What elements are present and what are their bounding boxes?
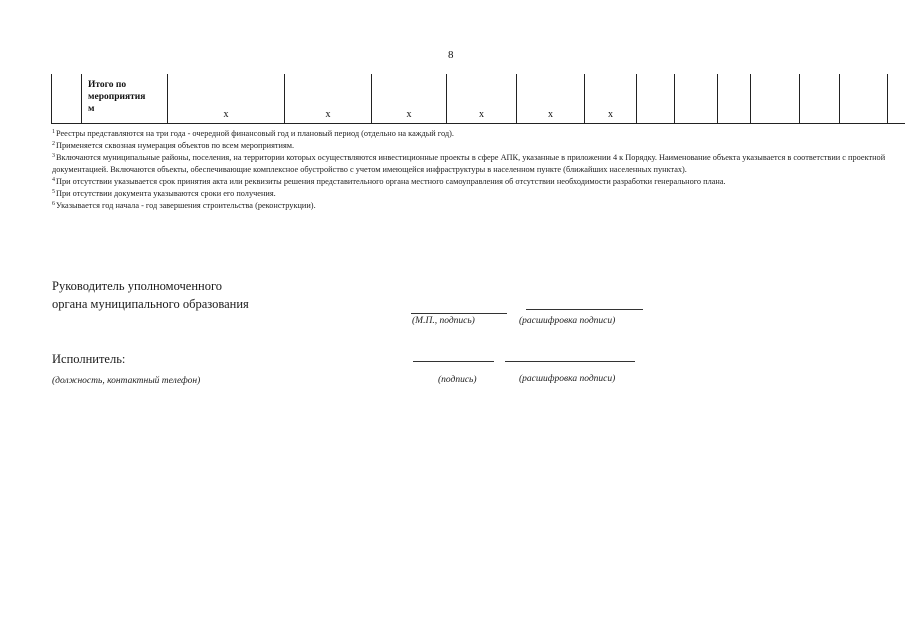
head-title-line-2: органа муниципального образования <box>52 297 249 311</box>
name-decode-line <box>526 309 643 310</box>
footnote <box>52 139 892 151</box>
total-table <box>51 74 905 124</box>
empty-cell <box>52 74 82 124</box>
x-cell: x <box>585 74 637 124</box>
x-cell: x <box>447 74 517 124</box>
empty-cell <box>751 74 800 124</box>
page-number: 8 <box>448 49 454 61</box>
footnote-text: Применяется сквозная нумерация объектов по всем мероприятиям. <box>56 141 295 151</box>
total-label-line-2: мероприятия <box>88 92 146 102</box>
x-cell: x <box>168 74 285 124</box>
x-cell: x <box>285 74 372 124</box>
total-label-line-3: м <box>88 104 95 114</box>
executor-decode-line <box>505 361 635 362</box>
footnote-mark: 3 <box>52 153 55 160</box>
executor-signature-line <box>413 361 494 362</box>
name-decode-caption: (расшифровка подписи) <box>519 316 616 326</box>
stamp-signature-line <box>411 313 507 314</box>
footnotes <box>52 127 892 211</box>
x-cell: x <box>517 74 585 124</box>
footnote-mark: 2 <box>52 141 55 148</box>
executor-position-caption: (должность, контактный телефон) <box>52 376 201 386</box>
footnote-text: Указывается год начала - год завершения строительства (реконструкции). <box>56 201 316 211</box>
empty-cell <box>637 74 675 124</box>
empty-cell <box>675 74 718 124</box>
x-cell: x <box>372 74 447 124</box>
footnote-text: При отсутствии указывается срок принятия акта или реквизиты решения представительного органа местного самоуправления об отсутствии необходимости разработки генерального плана. <box>56 176 726 186</box>
footnote-mark: 4 <box>52 176 55 183</box>
footnote-text: При отсутствии документа указываются сроки его получения. <box>56 189 276 199</box>
footnote <box>52 151 892 174</box>
total-label-cell <box>82 74 168 124</box>
footnote <box>52 187 892 199</box>
footnote-mark: 5 <box>52 189 55 196</box>
total-row <box>52 74 905 124</box>
empty-cell <box>840 74 888 124</box>
footnote-text: Включаются муниципальные районы, поселения, на территории которых осуществляются инвестиционные проекты в сфере АПК, указанные в приложении 4 к Порядку. Наименование объекта указывается в соответствии с проектной документацией. Включаются объекты, обеспечивающие комплексное обустройство с учетом имеющейся инфраструктуры в населенном пункте (ближайших населенных пунктах). <box>52 153 886 174</box>
footnote-mark: 1 <box>52 129 55 135</box>
empty-cell <box>800 74 840 124</box>
footnote-text: Реестры представляются на три года - очередной финансовый год и плановый период (отдельно на каждый год). <box>56 129 454 138</box>
empty-cell <box>888 74 905 124</box>
empty-cell <box>718 74 751 124</box>
footnote-mark: 6 <box>52 201 55 208</box>
footnote <box>52 175 892 187</box>
head-title-line-1: Руководитель уполномоченного <box>52 279 223 293</box>
executor-label: Исполнитель: <box>52 352 126 366</box>
total-label-line-1: Итого по <box>88 80 127 90</box>
footnote <box>52 199 892 211</box>
executor-signature-caption: (подпись) <box>438 375 477 385</box>
executor-decode-caption: (расшифровка подписи) <box>519 374 616 384</box>
stamp-signature-caption: (М.П., подпись) <box>412 316 475 326</box>
footnote <box>52 127 892 139</box>
